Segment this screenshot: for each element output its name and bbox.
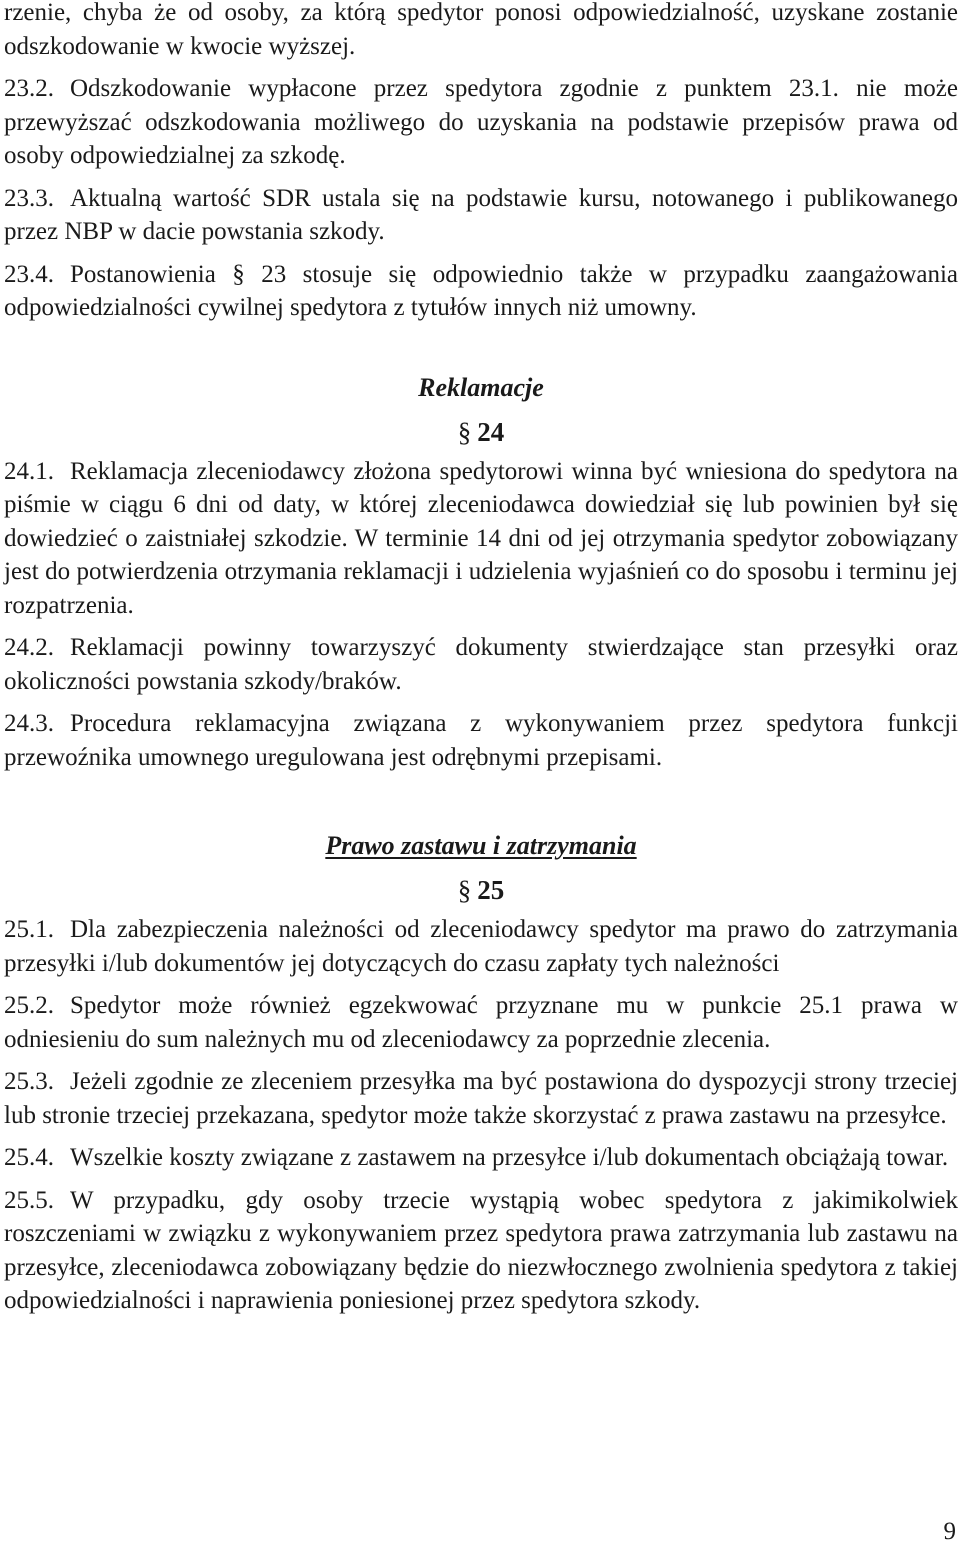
paragraph-25-4	[4, 1141, 958, 1175]
paragraph-25-1	[4, 913, 958, 980]
section-25-heading: Prawo zastawu i zatrzymania	[325, 831, 637, 860]
section-symbol: §	[457, 875, 472, 905]
section-symbol: §	[457, 416, 472, 447]
paragraph-number: 23.2.	[4, 75, 54, 102]
paragraph-23-4	[4, 258, 958, 325]
section-25-mark	[4, 873, 958, 907]
section-24-heading: Reklamacje	[418, 372, 544, 402]
paragraph-23-3	[4, 182, 958, 249]
paragraph-text: Dla zabezpieczenia należności od zleceniodawcy spedytor ma prawo do zatrzymania przesyłki i/lub dokumentów jej dotyczących do czasu zapłaty tych należności	[4, 916, 958, 977]
paragraph-number: 24.3.	[4, 710, 54, 737]
paragraph-text: Wszelkie koszty związane z zastawem na przesyłce i/lub dokumentach obciążają towar.	[70, 1144, 949, 1171]
section-24-mark	[4, 415, 958, 449]
document-page	[4, 0, 958, 1327]
paragraph-24-2	[4, 631, 958, 698]
paragraph-number: 25.5.	[4, 1186, 54, 1214]
paragraph-text: Reklamacja zleceniodawcy złożona spedytorowi winna być wniesiona do spedytora na piśmie w ciągu 6 dni od daty, w której zleceniodawca dowiedział się lub powinien był się dowiedzieć o zaistniałej szkodzie. W terminie 14 dni od jej otrzymania spedytor zobowiązany jest do potwierdzenia otrzymania reklamacji i udzielenia wyjaśnień co do sposobu i terminu jej rozpatrzenia.	[4, 457, 958, 619]
page-number: 9	[943, 1518, 956, 1545]
paragraph-number: 23.3.	[4, 184, 54, 212]
paragraph-number: 23.4.	[4, 260, 54, 288]
paragraph-number: 25.3.	[4, 1068, 54, 1095]
paragraph-number: 25.1.	[4, 916, 54, 943]
paragraph-24-3	[4, 707, 958, 774]
paragraph-23-2	[4, 72, 958, 173]
paragraph-25-2	[4, 989, 958, 1056]
paragraph-text: Jeżeli zgodnie ze zleceniem przesyłka ma być postawiona do dyspozycji strony trzeciej lub stronie trzeciej przekazana, spedytor może także skorzystać z prawa zastawu na przesyłce.	[4, 1068, 958, 1129]
paragraph-25-3	[4, 1065, 958, 1132]
section-number: 25	[477, 875, 505, 905]
paragraph-text: rzenie, chyba że od osoby, za którą spedytor ponosi odpowiedzialność, uzyskane zostanie odszkodowanie w kwocie wyższej.	[4, 0, 958, 60]
paragraph-number: 24.2.	[4, 634, 54, 661]
paragraph-number: 25.4.	[4, 1144, 54, 1171]
paragraph-number: 25.2.	[4, 992, 54, 1019]
paragraph-text: Reklamacji powinny towarzyszyć dokumenty stwierdzające stan przesyłki oraz okoliczności powstania szkody/braków.	[4, 634, 958, 695]
paragraph-25-5	[4, 1184, 958, 1318]
paragraph-text: Postanowienia § 23 stosuje się odpowiednio także w przypadku zaangażowania odpowiedzialności cywilnej spedytora z tytułów innych niż umowny.	[4, 260, 958, 321]
paragraph-24-1	[4, 455, 958, 623]
paragraph-23-continuation	[4, 0, 958, 63]
paragraph-text: W przypadku, gdy osoby trzecie wystąpią wobec spedytora z jakimikolwiek roszczeniami w związku z wykonywaniem przez spedytora prawa zatrzymania lub zastawu na przesyłce, zleceniodawca zobowiązany będzie do niezwłocznego zwolnienia spedytora z takiej odpowiedzialności i naprawienia poniesionej przez spedytora szkody.	[4, 1186, 958, 1314]
paragraph-text: Odszkodowanie wypłacone przez spedytora zgodnie z punktem 23.1. nie może przewyższać odszkodowania możliwego do uzyskania na podstawie przepisów prawa od osoby odpowiedzialnej za szkodę.	[4, 75, 958, 169]
paragraph-text: Procedura reklamacyjna związana z wykonywaniem przez spedytora funkcji przewoźnika umownego uregulowana jest odrębnymi przepisami.	[4, 710, 958, 771]
paragraph-number: 24.1.	[4, 457, 54, 485]
paragraph-text: Aktualną wartość SDR ustala się na podstawie kursu, notowanego i publikowanego przez NBP w dacie powstania szkody.	[4, 184, 958, 245]
paragraph-text: Spedytor może również egzekwować przyznane mu w punkcie 25.1 prawa w odniesieniu do sum należnych mu od zleceniodawcy za poprzednie zlecenia.	[4, 992, 958, 1053]
section-number: 24	[477, 416, 505, 447]
